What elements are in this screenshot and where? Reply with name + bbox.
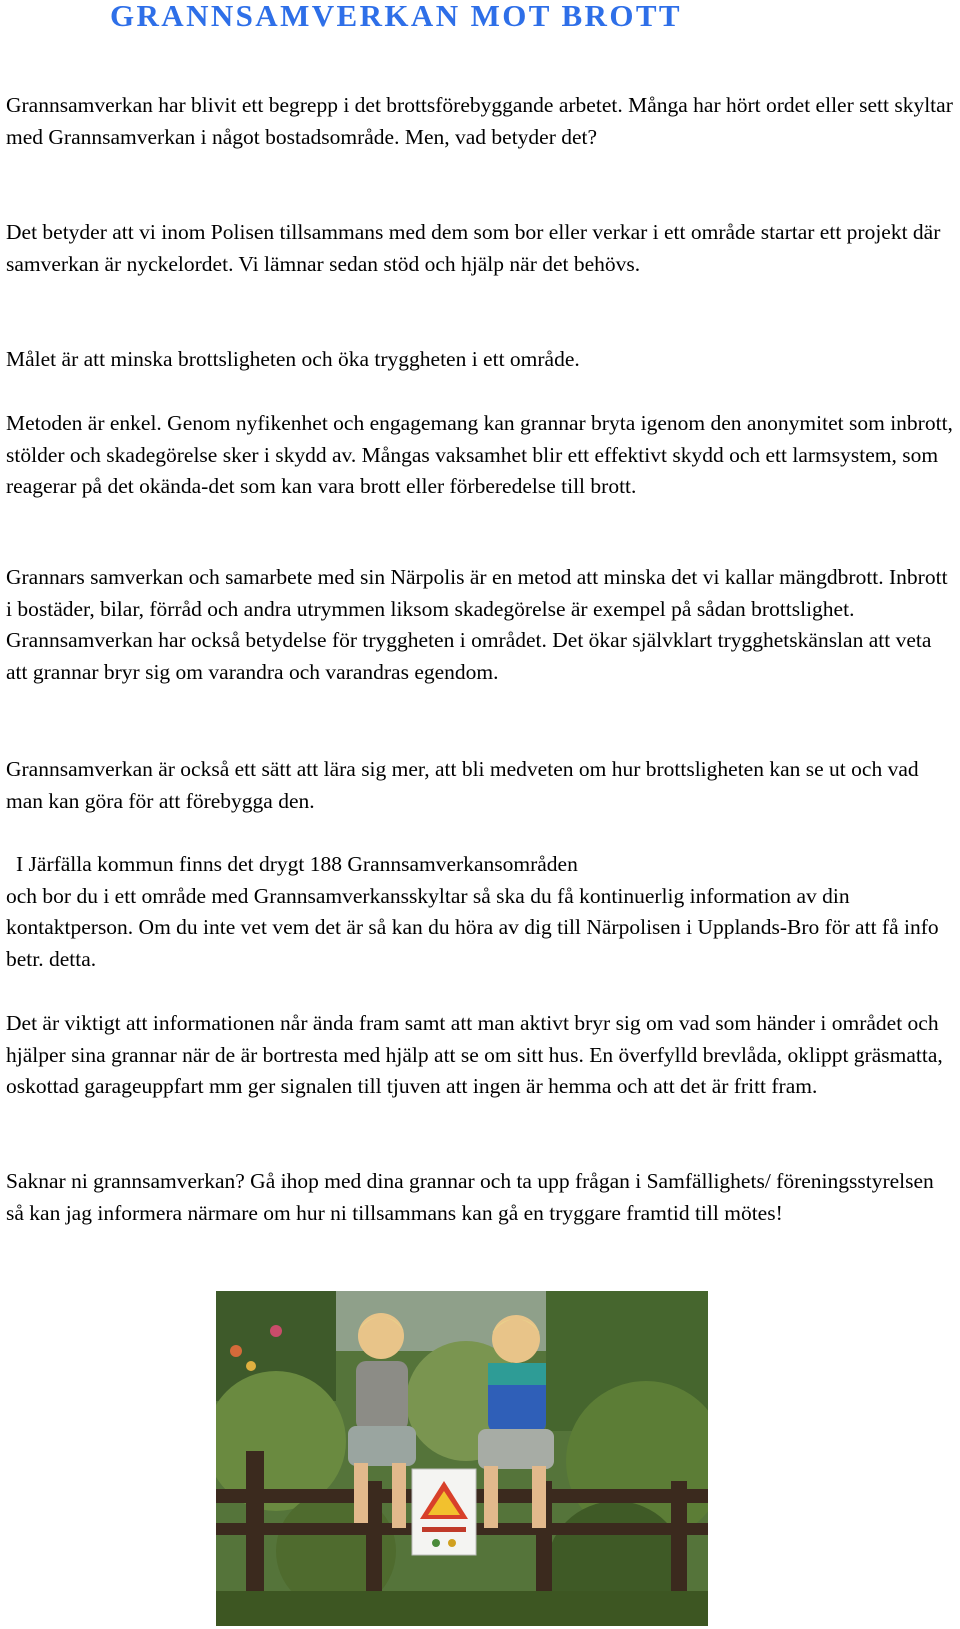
paragraph-information: Det är viktigt att informationen når ända fram samt att man aktivt bryr sig om vad som händer i området och hjälper sina grannar när de är bortresta med hjälp att se om sitt hus. En överfylld brevlåda, oklippt gräsmatta, oskottad garageuppfart mm ger signalen till tjuven att ingen är hemma och att det är fritt fram. — [6, 1011, 943, 1098]
paragraph-call-to-action: Saknar ni grannsamverkan? Gå ihop med dina grannar och ta upp frågan i Samfällighets/ föreningsstyrelsen så kan jag informera närmare om hur ni tillsammans kan gå en tryggare framtid till mötes! — [6, 1169, 934, 1225]
children-on-fence-photo-icon — [216, 1291, 708, 1626]
paragraph-learning: Grannsamverkan är också ett sätt att lära sig mer, att bli medveten om hur brottsligheten kan se ut och vad man kan göra för att förebygga den. — [6, 757, 919, 813]
paragraph-method: Metoden är enkel. Genom nyfikenhet och engagemang kan grannar bryta igenom den anonymitet som inbrott, stölder och skadegörelse sker i skydd av. Mångas vaksamhet blir ett effektivt skydd och ett larmsystem, som reagerar på det okända-det som kan vara brott eller förberedelse till brott. — [6, 411, 953, 498]
paragraph-cooperation: Grannars samverkan och samarbete med sin Närpolis är en metod att minska det vi kallar mängdbrott. Inbrott i bostäder, bilar, förråd och andra utrymmen liksom skadegörelse är exempel på sådan brottslighet. Grannsamverkan har också betydelse för tryggheten i området. Det ökar självklart trygghetskänslan att veta att grannar bryr sig om varandra och varandras egendom. — [6, 565, 948, 684]
paragraph-goal: Målet är att minska brottsligheten och öka tryggheten i ett område. — [6, 347, 580, 371]
paragraph-intro: Grannsamverkan har blivit ett begrepp i det brottsförebyggande arbetet. Många har hört ordet eller sett skyltar med Grannsamverkan i något bostadsområde. Men, vad betyder det? — [6, 93, 953, 149]
page-title: GRANNSAMVERKAN MOT BROTT — [110, 0, 683, 33]
paragraph-meaning: Det betyder att vi inom Polisen tillsammans med dem som bor eller verkar i ett område startar ett projekt där samverkan är nyckelordet. Vi lämnar sedan stöd och hjälp när det behövs. — [6, 220, 941, 276]
photo-illustration — [216, 1291, 708, 1626]
paragraph-jarfalla-first-line: I Järfälla kommun finns det drygt 188 Grannsamverkansområden — [16, 852, 578, 876]
paragraph-jarfalla-rest: och bor du i ett område med Grannsamverkansskyltar så ska du få kontinuerlig information av din kontaktperson. Om du inte vet vem det är så kan du höra av dig till Närpolisen i Upplands-Bro för att få info betr. detta. — [6, 883, 939, 971]
paragraph-jarfalla — [6, 849, 956, 975]
